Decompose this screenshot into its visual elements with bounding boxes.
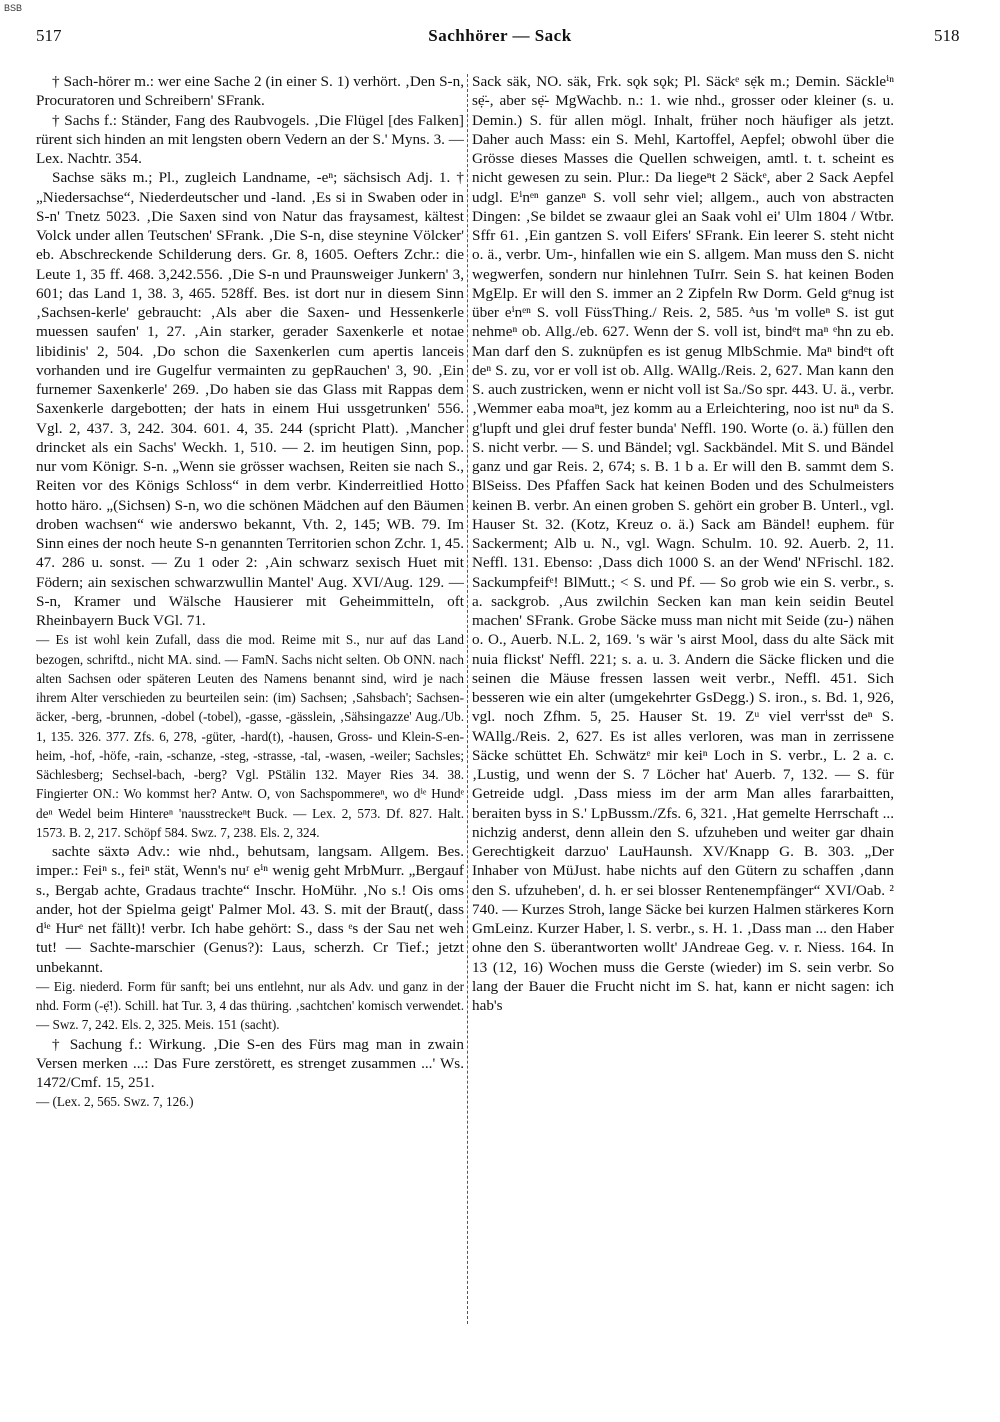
left-column [36, 72, 464, 1322]
right-column [472, 72, 894, 1322]
page-number-right: 518 [934, 26, 960, 45]
page-number-left: 517 [36, 26, 62, 45]
running-head [0, 26, 1000, 54]
entry-sachse-notes: — Es ist wohl kein Zufall, dass die mod. Reime mit S., nur auf das Land bezogen, schriftd., nicht MA. sind. — FamN. Sachs nicht selten. Ob ONN. nach alten Sachsen oder späteren Leuten des Namens benannt sind, wird je nach ihrem Alter verschieden zu beurteilen sein: (im) Sachsen; ‚Sahsbach'; Sachsen-äcker, -berg, -brunnen, -dobel (-tobel), -gasse, -gässlein, ‚Sähsingazze' Aug./Ub. 1, 135. 326. 377. Zfs. 6, 278, -güter, -hard(t), -hausen, Gross- und Klein-S-en-heim, -hof, -höfe, -rain, -schanze, -steg, -strasse, -tal, -wasen, -weiler; Sachsles; Sächlesberg; Sechsel-bach, -berg? Vgl. PStälin 132. Mayer Ries 34. 38. Fingierter ON.: Wo kommst her? Antw. O, von Sachspommereⁿ, wo dⁱᵉ Hundᵉ deⁿ Wedel beim Hintereⁿ 'nausstreckeⁿt Buck. — Lex. 2, 573. Df. 827. Halt. 1573. B. 2, 217. Schöpf 584. Swz. 7, 238. Els. 2, 324. [36, 632, 464, 840]
entry-sack: Sack säk, NO. säk, Frk. sǫk sǫk; Pl. Säckᵉ sẹ̈k m.; Demin. Säckleⁱⁿ sẹ̈-, aber sẹ̈- MgWachb. n.: 1. wie nhd., grosser oder kleiner (s. u. Demin.) S. für allen mögl. Inhalt, früher noch häufiger als jetzt. Daher auch Mass: ein S. Mehl, Kartoffel, Aepfel; obwohl über die Grösse dieses Masses die Quellen schweigen, amtl. t. t. scheint es nicht gewesen zu sein. Plur.: Da liegeⁿt 2 Säckᵉ, aber 2 Sack Aepfel udgl. Eⁱnᵉⁿ ganzeⁿ S. voll sehr viel; allgem., auch von abstracten Dingen: ‚Se bildet se zwaaur glei an Saak vohl ei' Ulm 1804 / Wtbr. Sffr 61. ‚Ein gantzen S. voll Eifers' SFrank. Ein leerer S. steht nicht o. ä., verbr. Um-, hinfallen wie ein S. allgem. Man muss den S. nicht wegwerfen, sondern nur hinlehnen TuIrr. Sein S. hat keinen Boden MgElp. Er will den S. immer an 2 Zipfeln Rw Dorm. Geld gᵉnug ist über eⁱnᵉⁿ S. voll FüssThing./ Reis. 2, 585. ᴬus 'm volleⁿ S. ist gut nehmeⁿ ob. Allg./eb. 627. Wenn der S. voll ist, bindᵉt maⁿ ᵉhn zu eb. Man darf den S. zuknüpfen es ist genug MlbSchmie. Maⁿ bindᵉt oft deⁿ S. zu, vor er voll ist ob. Allg. WAllg./Reis. 2, 627. Man kann den S. auch zustricken, wenn er nicht voll ist Sa./So spr. 443. U. ä., verbr. ‚Wemmer eaba moaⁿt, jez komm au a Erleichtering, noo ist nuⁿ da S. g'lupft und glei druf fester bunda' Neffl. 190. Worte (o. ä.) füllen den S. nicht verbr. — S. und Bändel; vgl. Sackbändel. Mit S. und Bändel ganz und gar Reis. 2, 674; s. B. 1 b a. Er will den B. sammt dem S. BlSeiss. Des Pfaffen Sack hat keinen Boden und des Schulmeisters keinen B. verbr. An einen groben S. gehört ein grober B. Unterl., vgl. Hauser St. 32. (Kotz, Kreuz o. ä.) Sack am Bändel! euphem. für Sackerment; Alb u. N., vgl. Wagn. Schulm. 10. 92. Auerb. 2, 11. Neffl. 131. Ebenso: ‚Dass dich 1000 S. an der Wend' NFrischl. 182. Sackumpfeifᵉ! BlMutt.; < S. und Pf. — So grob wie ein S. verbr., s. a. sackgrob. ‚Aus zwilchin Secken kan man kein seidin Beutel machen' SFrank. Grobe Säcke muss man nicht mit Seide (zu-) nähen o. O., Auerb. N.L. 2, 169. 's wär 's airst Mool, dass du alte Säck mit nuia flickst' Neffl. 221; s. a. u. 3. Andern die Säcke flicken und die seinen die Mäuse fressen lassen weit verbr., Neffl. 451. Sich besseren wie ein alter (umgekehrter GsDegg.) S. iron., s. Bd. 1, 926, vgl. noch Zfhm. 5, 25. Hauser St. 19. Zᵘ viel verrⁱsst deⁿ S. WAllg./Reis. 2, 627. Es ist alles verloren, was man in zerrissene Säcke schüttet Eh. Schwätzᵉ mir keiⁿ Loch in S. verbr., L. 2 a. c. ‚Lustig, und wenn der S. 7 Löcher hat' Auerb. 7, 132. — S. für Getreide udgl. ‚Dass miess im der arm Man alles fararbaitten, beraiten byss in S.' LpBussm./Zfs. 6, 321. ‚Hat gemelte Herrschaft ... nichzig anderst, denn allein den S. ufzuheben und weiter gar dhain Gerechtigkeit darzuo' LauHaunsh. XV/Knapp G. B. 303. „Der Inhaber von MüJust. habe nichts auf den Gütern zu schaffen ‚dann den S. ufzuheben', d. h. er sei blosser Rentenempfänger“ XVI/Oab. ² 740. — Kurzes Stroh, lange Säcke bei kurzen Halmen stärkeres Korn GmLeinz. Kurzer Haber, l. S. verbr., s. H. 1. ‚Dass man ... den Haber ohne den S. überantworten wollt' JAndreae Geg. v. r. Niess. 164. In 13 (12, 16) Wochen muss die Gerste (wieder) im S. sein verbr. So lang der Bauer die Frucht nicht im S. hat, kann er nicht sagen: ich hab's [472, 73, 894, 1014]
entry-sachte: sachte säxtǝ Adv.: wie nhd., behutsam, langsam. Allgem. Bes. imper.: Feiⁿ s., feiⁿ stät, Wenn's nuʳ eⁱⁿ wenig geht MrbMurr. „Bergauf s., Bergab achte, Gradaus trachte“ Inschr. HoMühr. ‚No s.! Ois oms ander, hot der Spielma geigt' Palmer Mol. 43. S. mit der Braut(, dass dⁱᵉ Hurᵉ net fällt)! verbr. Ich habe gehört: S., dass ᵉs der Sau net weh tut! — Sachte-marschier (Genus?): Laus, scherzh. Cr Tief.; jetzt unbekannt. [36, 843, 464, 976]
entry-sachung: † Sachung f.: Wirkung. ‚Die S-en des Fürs mag man in zwain Versen merken ...: Das Fure zerstörett, es strenget zusammen ...' Ws. 1472/Cmf. 15, 251. [36, 1035, 464, 1091]
column-divider [467, 74, 468, 1324]
entry-sachse: Sachse säks m.; Pl., zugleich Landname, -eⁿ; sächsisch Adj. 1. † „Niedersachse“, Niederdeutscher und -land. ‚Es si in Swaben oder in S-n' Tnetz 5023. ‚Die Saxen sind von Natur das fraysamest, kältest Volck under allen Teutschen' SFrank. ‚Die S-n, dise steynine Völcker' eb. Abschreckende Schilderung ders. Gr. 8, 1605. Oefters Zchr.: die Leute 1, 35 ff. 468. 3,242.556. ‚Die S-n und Praunsweiger Junkern' 3, 601; das Land 1, 38. 3, 465. 528ff. Bes. ist dort nur in diesem Sinn ‚Sachsen-kerle' gebraucht: ‚Als aber die Saxen- und Hessenkerle muessen saufen' 1, 27. ‚Ain starker, gerader Saxenkerle et notae libidinis' 2, 504. ‚Do schon die Saxenkerlen cum apertis lanceis vorhanden und ire Gugelfur vermainten zu gepRauchen' 3, 90. ‚Ein furnemer Saxenkerle' 269. ‚Do haben sie das Glass mit Rappas dem Saxenkerle dargebotten; der hats in einem Hui ussgetrunken' 556. Vgl. 2, 437. 3, 242. 304. 601. 4, 35. 244 (spricht Platt). ‚Mancher drincket als ein Sachs' Weckh. 1, 510. — 2. im heutigen Sinn, pop. nur vom Königr. S-n. „Wenn sie grösser wachsen, Reiten sie nach S., Reiten vor des Königs Schloss“ in dem verbr. Kinderreitlied Hotto hotto häro. „(Sichsen) S-n, wo die schönen Mädchen auf den Bäumen droben wachsen“ wie anderswo bekannt, Vth. 2, 145; WB. 79. Im Sinn eines der noch heute S-n genannten Territorien schon Zchr. 1, 45. 47. 286 u. sonst. — Zu 1 oder 2: ‚Ain schwarz sexisch Huet mit Födern; ain sexischen schwarzwullin Mantel' Aug. XVI/Aug. 129. — S-n, Kramer und Wälsche Hausierer mit Geheimmitteln, oft Rheinbayern Buck VGl. 71. [36, 169, 464, 629]
entry-sachs: † Sachs f.: Ständer, Fang des Raubvogels. ‚Die Flügel [des Falken] rürent sich hinden an mit lengsten obern Vedern an der S.' Myns. 3. — Lex. Nachtr. 354. [36, 111, 464, 167]
entry-sachte-notes: — Eig. niederd. Form für sanft; bei uns entlehnt, nur als Adv. und ganz in der nhd. Form (-ẹ̈!). Schill. hat Tur. 3, 4 das thüring. ‚sachtchen' komisch verwendet. — Swz. 7, 242. Els. 2, 325. Meis. 151 (sacht). [36, 978, 464, 1033]
running-title: Sachhörer — Sack [428, 26, 572, 45]
entry-sachhoerer: † Sach-hörer m.: wer eine Sache 2 (in einer S. 1) verhört. ‚Den S-n, Procuratoren und Schreibern' SFrank. [36, 73, 464, 110]
library-stamp: BSB [4, 3, 23, 13]
entry-sachung-notes: — (Lex. 2, 565. Swz. 7, 126.) [36, 1094, 194, 1110]
